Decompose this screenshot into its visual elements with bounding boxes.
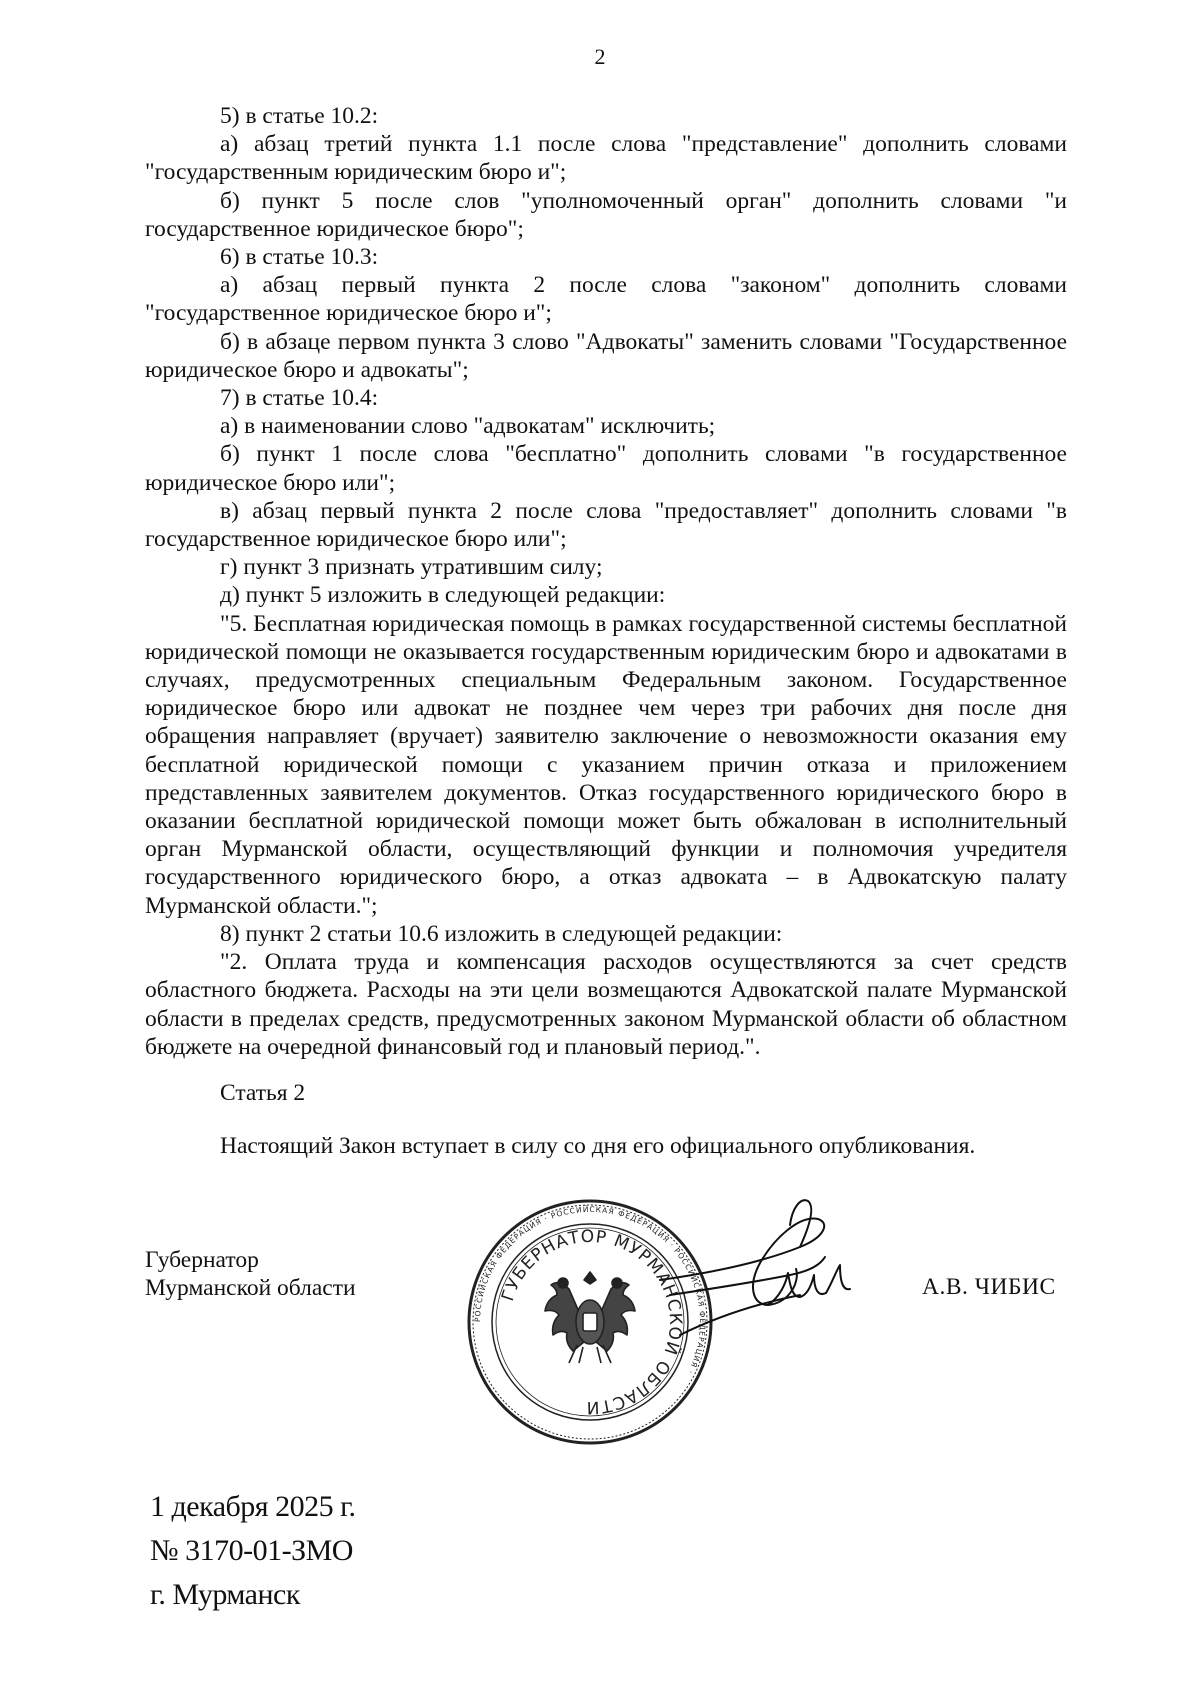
paragraph: г) пункт 3 признать утратившим силу; (220, 554, 603, 581)
paragraph: 5) в статье 10.2: (220, 103, 379, 129)
paragraph: "5. Бесплатная юридическая помощь в рамках государственной системы бесплатной юридической помощи не оказывается государственным юридическим бюро и адвокатами в случаях, предусмотренных специальным Федеральным законом. Государственное юридическое бюро или адвокат не позднее чем через три рабочих дня после дня обращения направляет (вручает) заявителю заключение о невозможности оказания ему бесплатной юридической помощи с указанием причин отказа и приложением представленных заявителем документов. Отказ государственного юридического бюро в оказании бесплатной юридической помощи может быть обжалован в исполнительный орган Мурманской области, осуществляющий функции и полномочия учредителя государственного юридического бюро, а отказ адвоката – в Адвокатскую палату Мурманской области."; (145, 610, 1067, 919)
paragraph: а) абзац первый пункта 2 после слова "законом" дополнить словами "государственное юридическое бюро и"; (145, 272, 1067, 327)
paragraph: "2. Оплата труда и компенсация расходов осуществляются за счет средств областного бюджета. Расходы на эти цели возмещаются Адвокатской палате Мурманской области в пределах средств, предусмотренных законом Мурманской области об областном бюджете на очередной финансовый год и плановый период.". (145, 949, 1067, 1060)
paragraph: а) в наименовании слово "адвокатам" исключить; (220, 413, 716, 440)
signatory-title (145, 1246, 356, 1302)
document-footer (150, 1485, 356, 1617)
signatory-title-line: Мурманской области (145, 1275, 356, 1301)
paragraph: б) пункт 5 после слов "уполномоченный орган" дополнить словами "и государственное юридическое бюро"; (145, 187, 1067, 242)
seal-outer-text: РОССИЙСКАЯ ФЕДЕРАЦИЯ · РОССИЙСКАЯ ФЕДЕРАЦИЯ · РОССИЙСКАЯ ФЕДЕРАЦИЯ · (472, 1204, 708, 1377)
amendments-body (145, 102, 1067, 1061)
signature-icon (650, 1185, 880, 1360)
paragraph: 8) пункт 2 статьи 10.6 изложить в следующей редакции: (220, 920, 783, 947)
signatory-name: А.В. ЧИБИС (922, 1274, 1056, 1300)
article-text: Настоящий Закон вступает в силу со дня его официального опубликования. (220, 1133, 976, 1159)
seal-inner-text: ГУБЕРНАТОР МУРМАНСКОЙ ОБЛАСТИ (498, 1226, 686, 1418)
article-title: Статья 2 (220, 1080, 306, 1106)
document-city: г. Мурманск (150, 1578, 300, 1611)
document-number: № 3170-01-ЗМО (150, 1534, 353, 1567)
paragraph: б) в абзаце первом пункта 3 слово "Адвокаты" заменить словами "Государственное юридическое бюро и адвокаты"; (145, 328, 1067, 383)
paragraph: 6) в статье 10.3: (220, 244, 379, 271)
signatory-title-line: Губернатор (145, 1247, 259, 1273)
document-date: 1 декабря 2025 г. (150, 1490, 356, 1523)
paragraph: 7) в статье 10.4: (220, 385, 379, 412)
paragraph: а) абзац третий пункта 1.1 после слова "представление" дополнить словами "государственным юридическим бюро и"; (145, 131, 1067, 186)
paragraph: б) пункт 1 после слова "бесплатно" дополнить словами "в государственное юридическое бюро или"; (145, 441, 1067, 496)
paragraph: д) пункт 5 изложить в следующей редакции: (220, 582, 666, 609)
page-number: 2 (594, 44, 606, 69)
paragraph: в) абзац первый пункта 2 после слова "предоставляет" дополнить словами "в государственное юридическое бюро или"; (145, 497, 1067, 553)
